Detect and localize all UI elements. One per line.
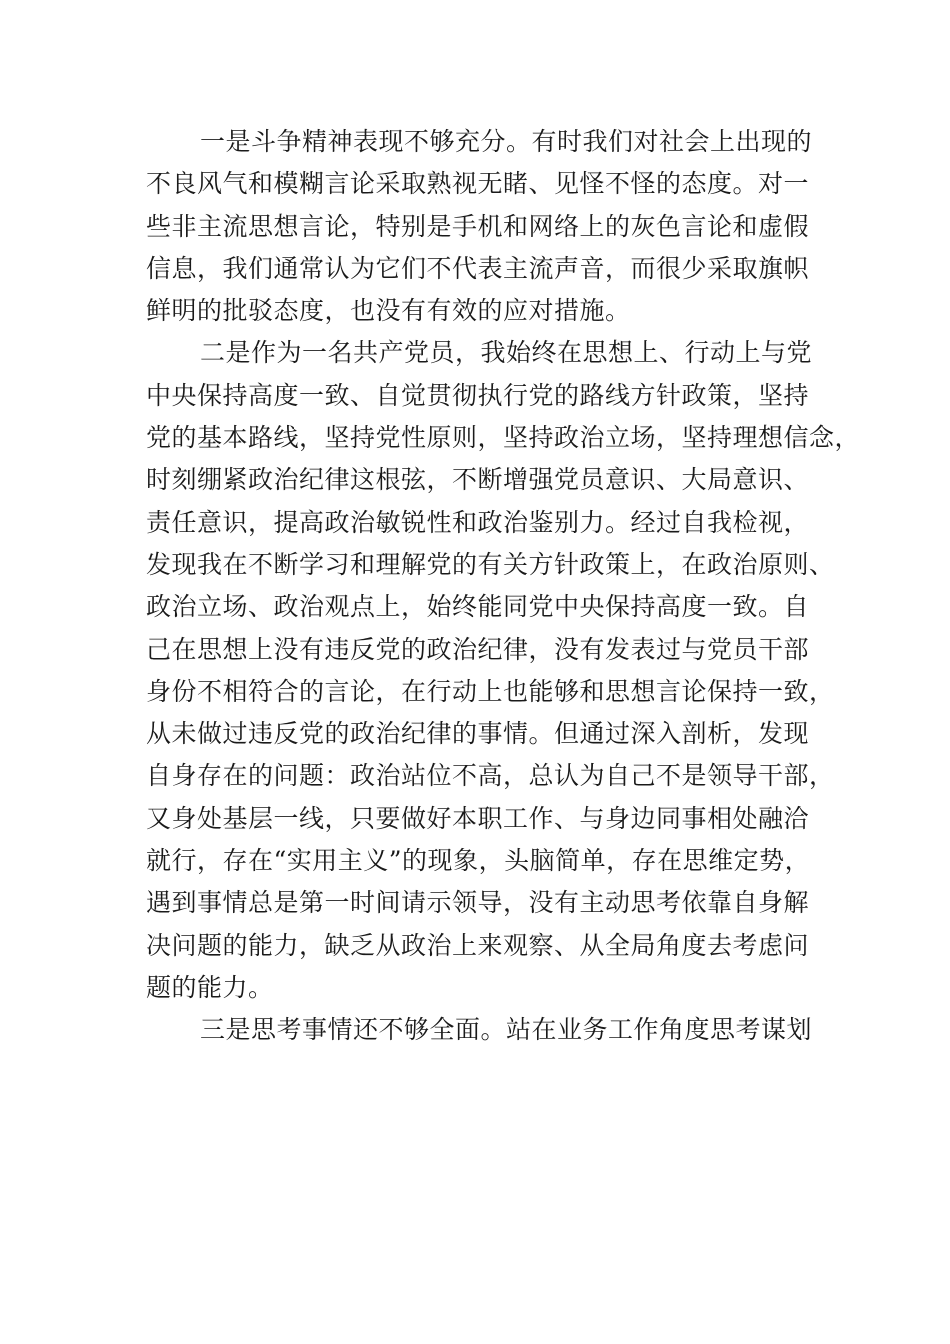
- paragraph-2-line: 责任意识，提高政治敏锐性和政治鉴别力。经过自我检视，: [146, 507, 810, 537]
- paragraph-2-line: 身份不相符合的言论，在行动上也能够和思想言论保持一致，: [146, 676, 835, 706]
- paragraph-3-line: 三是思考事情还不够全面。站在业务工作角度思考谋划: [200, 1015, 813, 1045]
- paragraph-2-line: 自身存在的问题：政治站位不高，总认为自己不是领导干部，: [146, 761, 835, 791]
- paragraph-1-line: 鲜明的批驳态度，也没有有效的应对措施。: [146, 296, 631, 326]
- paragraph-2-line: 政治立场、政治观点上，始终能同党中央保持高度一致。自: [146, 592, 810, 622]
- paragraph-1-line: 不良风气和模糊言论采取熟视无睹、见怪不怪的态度。对一: [146, 169, 810, 199]
- paragraph-2-line: 己在思想上没有违反党的政治纪律，没有发表过与党员干部: [146, 634, 810, 664]
- paragraph-1-line: 些非主流思想言论，特别是手机和网络上的灰色言论和虚假: [146, 211, 810, 241]
- paragraph-2-line: 题的能力。: [146, 972, 274, 1002]
- paragraph-1-line: 一是斗争精神表现不够充分。有时我们对社会上出现的: [200, 127, 813, 156]
- paragraph-2-line: 又身处基层一线，只要做好本职工作、与身边同事相处融洽: [146, 803, 810, 833]
- paragraph-2-line: 二是作为一名共产党员，我始终在思想上、行动上与党: [200, 338, 813, 368]
- paragraph-1-line: 信息，我们通常认为它们不代表主流声音，而很少采取旗帜: [146, 253, 810, 283]
- paragraph-2-line: 就行，存在“实用主义”的现象，头脑简单，存在思维定势，: [146, 846, 811, 876]
- body-text: [146, 121, 861, 1052]
- paragraph-2-line: 党的基本路线，坚持党性原则，坚持政治立场，坚持理想信念，: [146, 423, 861, 453]
- paragraph-2-line: 中央保持高度一致、自觉贯彻执行党的路线方针政策，坚持: [146, 380, 810, 410]
- paragraph-2-line: 时刻绷紧政治纪律这根弦，不断增强党员意识、大局意识、: [146, 465, 810, 495]
- paragraph-2-line: 发现我在不断学习和理解党的有关方针政策上，在政治原则、: [146, 549, 835, 579]
- paragraph-2-line: 遇到事情总是第一时间请示领导，没有主动思考依靠自身解: [146, 888, 810, 918]
- paragraph-2-line: 从未做过违反党的政治纪律的事情。但通过深入剖析，发现: [146, 719, 810, 749]
- paragraph-2-line: 决问题的能力，缺乏从政治上来观察、从全局角度去考虑问: [146, 930, 810, 960]
